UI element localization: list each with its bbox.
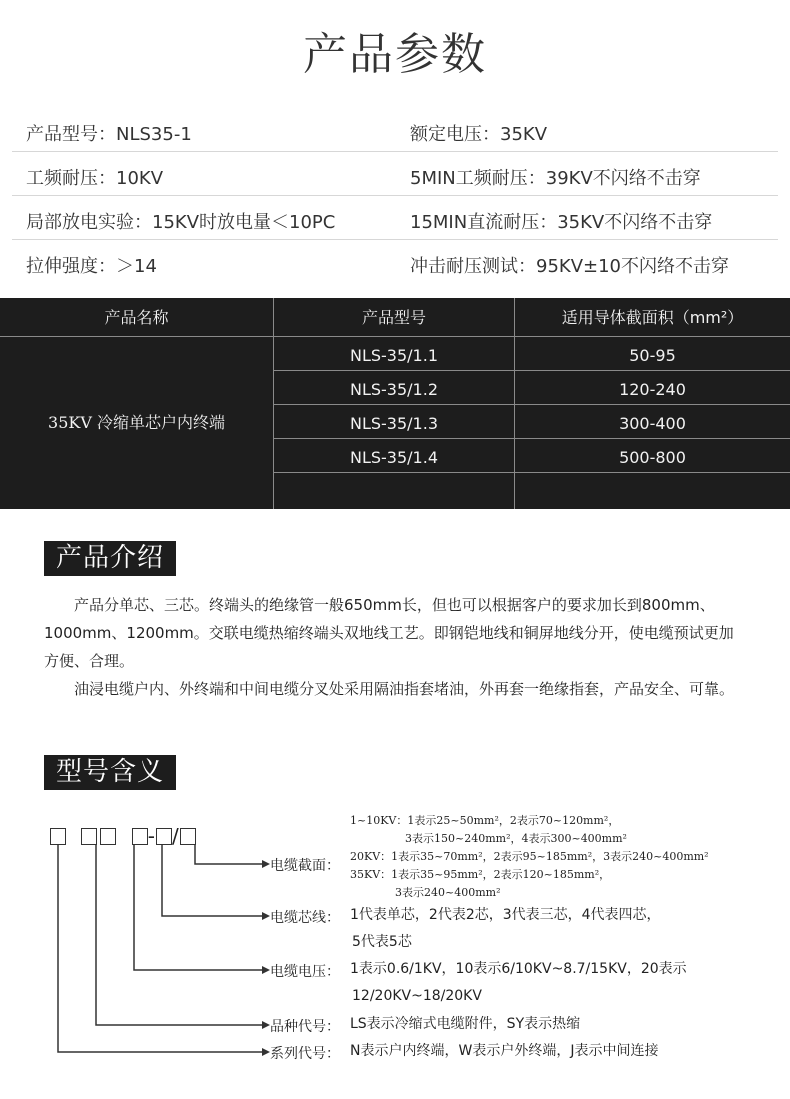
leader-section [195, 844, 262, 864]
param-rated-voltage: 额定电压：35KV [410, 124, 548, 145]
param-tensile-strength: 拉伸强度：＞14 [26, 256, 157, 277]
param-15min-dc-withstand: 15MIN直流耐压：35KV不闪络不击穿 [410, 212, 713, 233]
table-cell-area: 120-240 [619, 380, 686, 399]
section-heading-intro: 产品介绍 [44, 541, 176, 576]
intro-paragraph: 油浸电缆户内、外终端和中间电缆分叉处采用隔油指套堵油，外再套一绝缘指套，产品安全、可靠。 [74, 680, 735, 698]
desc-voltage-line: 12/20KV~18/20KV [352, 988, 482, 1004]
param-model: 产品型号：NLS35-1 [26, 124, 192, 145]
desc-variety: LS表示冷缩式电缆附件，SY表示热缩 [350, 1016, 581, 1032]
section-heading-model-meaning: 型号含义 [44, 755, 176, 790]
label-section: 电缆截面： [270, 858, 340, 874]
arrowhead [262, 1021, 270, 1029]
label-voltage: 电缆电压： [270, 964, 340, 980]
table-header-model: 产品型号 [361, 308, 426, 327]
arrowhead [262, 1048, 270, 1056]
param-partial-discharge: 局部放电实验：15KV时放电量＜10PC [26, 212, 336, 233]
param-5min-withstand: 5MIN工频耐压：39KV不闪络不击穿 [410, 168, 701, 189]
table-header-area: 适用导体截面积（mm²） [561, 308, 744, 327]
table-cell-model: NLS-35/1.3 [349, 414, 438, 433]
leader-core [162, 844, 262, 916]
table-product-name: 35KV 冷缩单芯户内终端 [48, 413, 225, 432]
leader-voltage [134, 844, 262, 970]
code-slash: / [171, 824, 180, 848]
label-core: 电缆芯线： [270, 910, 340, 926]
desc-section-line: 3表示240~400mm² [395, 886, 501, 899]
param-impulse-test: 冲击耐压测试：95KV±10不闪络不击穿 [410, 256, 730, 277]
table-cell-model: NLS-35/1.1 [349, 346, 438, 365]
code-dash: - [147, 824, 156, 848]
desc-section-line: 3表示150~240mm²，4表示300~400mm² [405, 832, 627, 845]
leader-variety [96, 844, 262, 1025]
desc-section-line: 1~10KV：1表示25~50mm²，2表示70~120mm²， [350, 814, 620, 827]
arrowhead [262, 912, 270, 920]
desc-section-line: 20KV：1表示35~70mm²，2表示95~185mm²，3表示240~400mm² [350, 850, 709, 863]
table-header-product-name: 产品名称 [104, 308, 169, 327]
page-title: 产品参数 [303, 29, 487, 80]
table-cell-model: NLS-35/1.4 [349, 448, 438, 467]
table-cell-model: NLS-35/1.2 [349, 380, 438, 399]
desc-core-line: 5代表5芯 [352, 934, 412, 950]
leader-series [58, 844, 262, 1052]
desc-core-line: 1代表单芯，2代表2芯，3代表三芯，4代表四芯， [350, 907, 661, 923]
arrowhead [262, 966, 270, 974]
intro-paragraph: 产品分单芯、三芯。终端头的绝缘管一般650mm长，但也可以根据客户的要求加长到800mm、1000mm、1200mm。交联电缆热缩终端头双地线工艺。即钢铠地线和铜屏地线分开，使电缆预试更加方便、合理。 [44, 596, 734, 670]
table-cell-area: 300-400 [619, 414, 686, 433]
desc-series: N表示户内终端，W表示户外终端，J表示中间连接 [350, 1043, 659, 1059]
label-series: 系列代号： [270, 1046, 340, 1062]
desc-voltage-line: 1表示0.6/1KV，10表示6/10KV~8.7/15KV，20表示 [350, 961, 687, 977]
desc-section-line: 35KV：1表示35~95mm²，2表示120~185mm²， [350, 868, 611, 881]
param-power-freq-withstand: 工频耐压：10KV [26, 168, 164, 189]
label-variety: 品种代号： [270, 1019, 340, 1035]
table-cell-area: 50-95 [629, 346, 676, 365]
table-cell-area: 500-800 [619, 448, 686, 467]
arrowhead [262, 860, 270, 868]
